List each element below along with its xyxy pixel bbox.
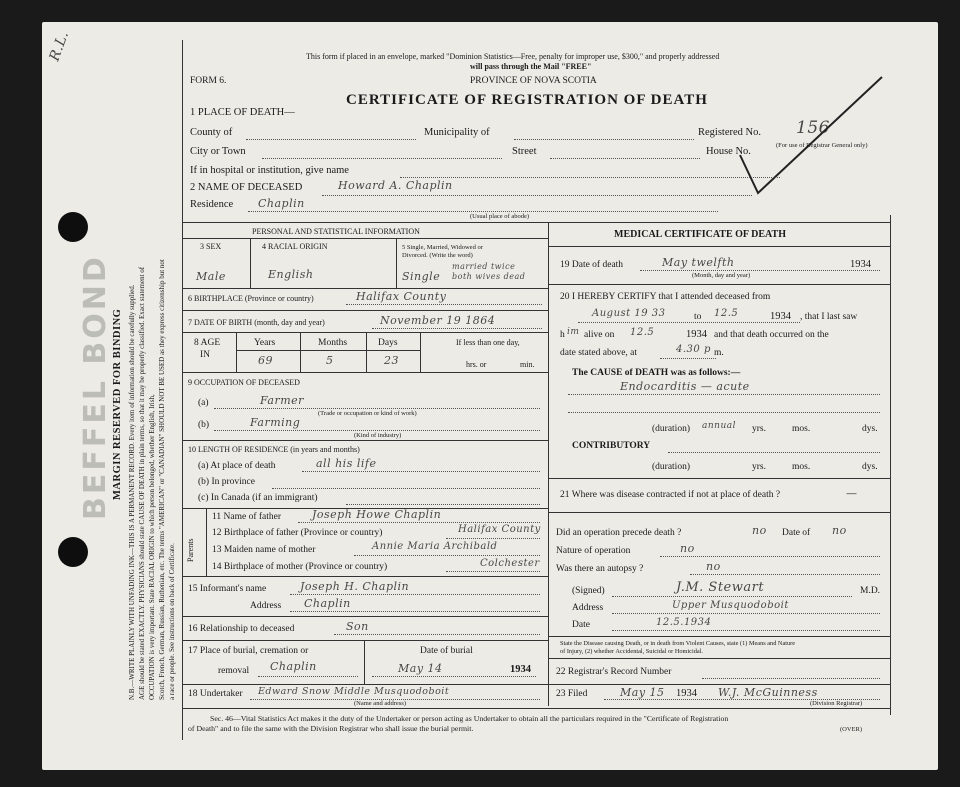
med-date-value: 12.5.1934 bbox=[656, 617, 712, 628]
medical-heading: MEDICAL CERTIFICATE OF DEATH bbox=[614, 229, 786, 240]
margin-instruction-5: a race or people. See instructions on back of Certificate. bbox=[168, 543, 176, 700]
res-c-label: (c) In Canada (if an immigrant) bbox=[198, 493, 318, 503]
province-heading: PROVINCE OF NOVA SCOTIA bbox=[470, 76, 597, 86]
days-label: Days bbox=[378, 338, 398, 348]
undertaker-hint: (Name and address) bbox=[354, 700, 406, 707]
margin-instruction-1: N.B.—WRITE PLAINLY WITH UNFADING INK—THIS IS A PERMANENT RECORD. Every item of information should be carefully supplied. bbox=[128, 284, 136, 700]
autopsy-value: no bbox=[706, 560, 721, 573]
registered-label: Registered No. bbox=[698, 127, 761, 138]
birthplace-label: 6 BIRTHPLACE (Province or country) bbox=[188, 294, 314, 303]
time-value: 4.30 p bbox=[676, 344, 711, 355]
mother-name-label: 13 Maiden name of mother bbox=[212, 545, 316, 555]
municipality-label: Municipality of bbox=[424, 127, 490, 138]
form-left-border bbox=[182, 40, 183, 740]
time-suffix: m. bbox=[714, 348, 724, 358]
him-label: h bbox=[560, 330, 565, 340]
form-right-border bbox=[890, 215, 891, 715]
birthplace-value: Halifax County bbox=[356, 290, 447, 303]
punch-hole-top bbox=[58, 212, 88, 242]
occ-a-hint: (Trade or occupation or kind of work) bbox=[318, 410, 417, 417]
operation-value: no bbox=[752, 524, 767, 537]
md-label: M.D. bbox=[860, 586, 881, 596]
marital-value: Single bbox=[402, 270, 441, 283]
yrs-label-2: yrs. bbox=[752, 462, 766, 472]
margin-reserved-label: MARGIN RESERVED FOR BINDING bbox=[112, 308, 123, 500]
saw-label: , that I last saw bbox=[800, 312, 858, 322]
years-value: 69 bbox=[258, 354, 273, 367]
burial-year: 1934 bbox=[510, 664, 531, 675]
personal-heading: PERSONAL AND STATISTICAL INFORMATION bbox=[252, 227, 420, 236]
age-label-2: IN bbox=[200, 350, 211, 360]
filed-registrar: W.J. McGuinness bbox=[718, 686, 818, 699]
signed-value: J.M. Stewart bbox=[676, 580, 765, 595]
days-value: 23 bbox=[384, 354, 399, 367]
certify-label: 20 I HEREBY CERTIFY that I attended deceased from bbox=[560, 292, 771, 302]
house-label: House No. bbox=[706, 146, 751, 157]
sex-value: Male bbox=[196, 270, 226, 283]
hrs-label: hrs. or bbox=[466, 360, 487, 369]
mother-birth-label: 14 Birthplace of mother (Province or country) bbox=[212, 562, 388, 572]
attend-to-value: 12.5 bbox=[714, 308, 739, 319]
date-stated-label: date stated above, at bbox=[560, 348, 638, 358]
marital-note-2: both wives dead bbox=[452, 272, 526, 281]
date-of-value: no bbox=[832, 524, 847, 537]
death-date-hint: (Month, day and year) bbox=[692, 272, 751, 279]
q21-label: 21 Where was disease contracted if not at place of death ? bbox=[560, 490, 781, 500]
burial-label-2: removal bbox=[218, 666, 250, 676]
margin-instruction-4: Scotch, French, German, Russian, Ruthenian, etc. The terms "AMERICAN" or "CANADIAN" SHOULD NOT BE USED as they express citizenship but not bbox=[158, 259, 166, 700]
months-value: 5 bbox=[326, 354, 334, 367]
occ-a-label: (a) bbox=[198, 398, 209, 408]
corner-mark: R.L. bbox=[46, 28, 73, 64]
alive-label: alive on bbox=[584, 330, 615, 340]
father-birth-label: 12 Birthplace of father (Province or country) bbox=[212, 528, 383, 538]
county-label: County of bbox=[190, 127, 233, 138]
cause-label: The CAUSE of DEATH was as follows:— bbox=[572, 368, 741, 378]
burial-value: Chaplin bbox=[270, 660, 317, 673]
occ-a-value: Farmer bbox=[260, 394, 304, 407]
relationship-value: Son bbox=[346, 620, 369, 633]
operation-label: Did an operation precede death ? bbox=[556, 528, 682, 538]
marital-label-1: 5 Single, Married, Widowed or bbox=[402, 244, 483, 251]
burial-label-1: 17 Place of burial, cremation or bbox=[188, 646, 309, 656]
racial-value: English bbox=[268, 268, 314, 281]
margin-instruction-2: AGE should be stated EXACTLY. PHYSICIANS should state CAUSE OF DEATH in plain terms, so that it may be properly classified. Exact statement of bbox=[138, 266, 146, 700]
parents-side-label: Parents bbox=[186, 538, 195, 562]
undertaker-value: Edward Snow Middle Musquodoboit bbox=[258, 686, 450, 697]
duration-label-2: (duration) bbox=[652, 462, 690, 472]
res-a-value: all his life bbox=[316, 457, 377, 470]
informant-name-label: 15 Informant's name bbox=[188, 584, 267, 594]
res-a-label: (a) At place of death bbox=[198, 461, 276, 471]
marital-note-1: married twice bbox=[452, 262, 516, 271]
column-divider bbox=[548, 222, 549, 706]
signed-label: (Signed) bbox=[572, 586, 605, 596]
envelope-note-2: will pass through the Mail "FREE" bbox=[470, 62, 592, 71]
med-address-label: Address bbox=[572, 603, 604, 613]
checkmark-icon bbox=[730, 75, 890, 205]
filed-value: May 15 bbox=[620, 686, 665, 699]
dys-label-2: dys. bbox=[862, 462, 878, 472]
informant-address-label: Address bbox=[250, 601, 282, 611]
med-date-label: Date bbox=[572, 620, 590, 630]
mother-birth-value: Colchester bbox=[480, 558, 540, 569]
form-number: FORM 6. bbox=[190, 76, 227, 86]
margin-instruction-3: OCCUPATION is very important. State RACIAL ORIGIN to which person belonged, whether English, Irish, bbox=[148, 394, 156, 700]
q21-value: — bbox=[846, 487, 858, 500]
occ-b-hint: (Kind of industry) bbox=[354, 432, 402, 439]
contributory-label: CONTRIBUTORY bbox=[572, 441, 651, 451]
place-of-death-heading: 1 PLACE OF DEATH— bbox=[190, 107, 295, 118]
months-label: Months bbox=[318, 338, 348, 348]
death-date-label: 19 Date of death bbox=[560, 260, 624, 270]
sex-label: 3 SEX bbox=[200, 242, 222, 251]
burial-date-value: May 14 bbox=[398, 662, 443, 675]
certificate-title: CERTIFICATE OF REGISTRATION OF DEATH bbox=[346, 92, 708, 108]
residence-hint: (Usual place of abode) bbox=[470, 213, 530, 220]
city-label: City or Town bbox=[190, 146, 246, 157]
duration-value: annual bbox=[702, 421, 736, 431]
deceased-name-value: Howard A. Chaplin bbox=[338, 179, 453, 192]
marital-label-2: Divorced. (Write the word) bbox=[402, 252, 473, 259]
residence-length-label: 10 LENGTH OF RESIDENCE (in years and months) bbox=[188, 445, 360, 454]
occ-b-value: Farming bbox=[250, 416, 301, 429]
registered-value: 156 bbox=[796, 118, 830, 138]
registrar-record-label: 22 Registrar's Record Number bbox=[556, 667, 672, 677]
hospital-label: If in hospital or institution, give name bbox=[190, 165, 349, 176]
footnote-2: of Injury, (2) whether Accidental, Suicidal or Homicidal. bbox=[560, 648, 703, 655]
autopsy-label: Was there an autopsy ? bbox=[556, 564, 644, 574]
envelope-note-1: This form if placed in an envelope, marked "Dominion Statistics—Free, penalty for improper use, $300," and properly addressed bbox=[306, 52, 720, 61]
age-label-1: 8 AGE bbox=[194, 338, 221, 348]
dob-label: 7 DATE OF BIRTH (month, day and year) bbox=[188, 318, 325, 327]
attend-year: 1934 bbox=[770, 311, 791, 322]
father-name-value: Joseph Howe Chaplin bbox=[312, 508, 442, 521]
alive-value: 12.5 bbox=[630, 327, 655, 338]
footer-line-1: Sec. 46—Vital Statistics Act makes it the duty of the Undertaker or person acting as Undertaker to obtain all the particulars required in the "Certificate of Registration bbox=[210, 714, 729, 723]
filed-hint: (Division Registrar) bbox=[810, 700, 863, 707]
him-value: im bbox=[567, 327, 580, 337]
registrar-use-note: (For use of Registrar General only) bbox=[776, 142, 868, 149]
mos-label-2: mos. bbox=[792, 462, 811, 472]
nature-label: Nature of operation bbox=[556, 546, 631, 556]
punch-hole-bottom bbox=[58, 537, 88, 567]
undertaker-label: 18 Undertaker bbox=[188, 689, 243, 699]
mother-name-value: Annie Maria Archibald bbox=[372, 541, 498, 552]
death-date-value: May twelfth bbox=[662, 256, 735, 269]
cause-value: Endocarditis — acute bbox=[620, 380, 750, 393]
father-birth-value: Halifax County bbox=[458, 524, 541, 535]
years-label: Years bbox=[254, 338, 276, 348]
filed-year: 1934 bbox=[676, 688, 697, 699]
informant-name-value: Joseph H. Chaplin bbox=[300, 580, 410, 593]
res-b-label: (b) In province bbox=[198, 477, 255, 487]
min-label: min. bbox=[520, 360, 535, 369]
date-of-label: Date of bbox=[782, 528, 811, 538]
father-name-label: 11 Name of father bbox=[212, 512, 282, 522]
nature-value: no bbox=[680, 542, 695, 555]
attend-from-value: August 19 33 bbox=[592, 308, 666, 319]
relationship-label: 16 Relationship to deceased bbox=[188, 624, 295, 634]
footer-line-2: of Death" and to file the same with the Division Registrar who shall issue the burial permit. bbox=[188, 724, 474, 733]
occurred-label: and that death occurred on the bbox=[714, 330, 829, 340]
dob-value: November 19 1864 bbox=[380, 314, 496, 327]
deceased-name-label: 2 NAME OF DECEASED bbox=[190, 182, 303, 193]
med-address-value: Upper Musquodoboit bbox=[672, 600, 789, 611]
to-label: to bbox=[694, 312, 702, 322]
burial-date-label: Date of burial bbox=[420, 646, 473, 656]
filed-label: 23 Filed bbox=[556, 689, 588, 699]
yrs-label-1: yrs. bbox=[752, 424, 766, 434]
informant-address-value: Chaplin bbox=[304, 597, 351, 610]
occ-b-label: (b) bbox=[198, 420, 210, 430]
racial-label: 4 RACIAL ORIGIN bbox=[262, 242, 328, 251]
alive-year: 1934 bbox=[686, 329, 707, 340]
residence-value: Chaplin bbox=[258, 197, 305, 210]
footer-over: (OVER) bbox=[840, 726, 863, 733]
dys-label-1: dys. bbox=[862, 424, 878, 434]
duration-label-1: (duration) bbox=[652, 424, 690, 434]
watermark-stamp: BEFFEL BOND bbox=[78, 254, 113, 520]
residence-label: Residence bbox=[190, 199, 234, 210]
footnote-1: State the Disease causing Death, or in death from Violent Causes, state (1) Means and Nature bbox=[560, 640, 796, 647]
mos-label-1: mos. bbox=[792, 424, 811, 434]
less-day-label: If less than one day, bbox=[456, 338, 520, 347]
occupation-label: 9 OCCUPATION OF DECEASED bbox=[188, 378, 300, 387]
death-date-year: 1934 bbox=[850, 259, 871, 270]
street-label: Street bbox=[512, 146, 537, 157]
